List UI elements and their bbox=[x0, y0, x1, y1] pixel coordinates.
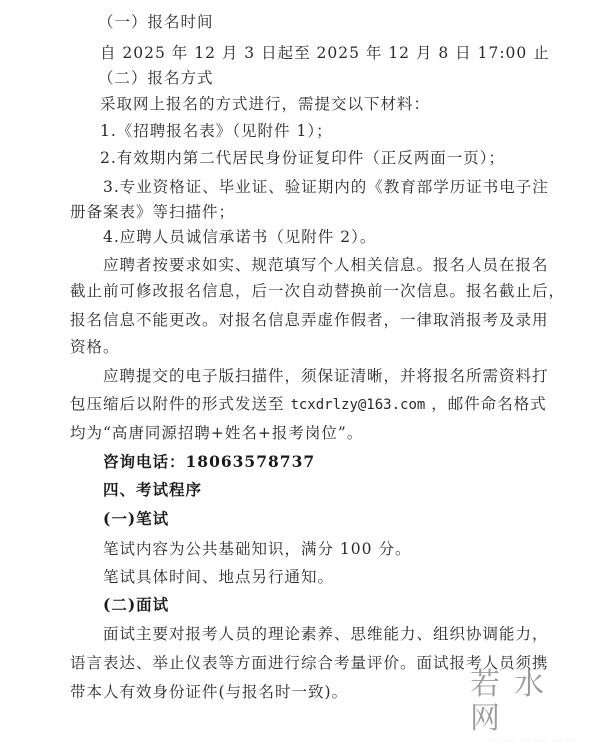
applicant-info-paragraph-l4: 资格。 bbox=[70, 338, 120, 356]
section-exam-procedure-heading: 四、考试程序 bbox=[103, 480, 203, 499]
submission-text-after: ，邮件命名格式 bbox=[425, 395, 547, 413]
interview-paragraph-l3: 带本人有效身份证件(与报名时一致)。 bbox=[70, 683, 349, 701]
interview-paragraph-l2: 语言表达、举止仪表等方面进行综合考量评价。面试报考人员须携 bbox=[70, 654, 549, 672]
section-registration-method-heading: （二）报名方式 bbox=[98, 69, 214, 87]
written-exam-content: 笔试内容为公共基础知识，满分 100 分。 bbox=[103, 540, 412, 558]
email-address-link[interactable]: tcxdrlzy@163.com bbox=[290, 397, 426, 413]
submission-text-before: 包压缩后以附件的形式发送至 bbox=[70, 395, 291, 413]
interview-paragraph-l1: 面试主要对报考人员的理论素养、思维能力、组织协调能力， bbox=[103, 625, 549, 643]
applicant-info-paragraph-l2: 截止前可修改报名信息，后一次自动替换前一次信息。报名截止后， bbox=[70, 282, 566, 300]
registration-period-text: 自 2025 年 12 月 3 日起至 2025 年 12 月 8 日 17:00 止 bbox=[100, 44, 550, 62]
submission-paragraph-l1: 应聘提交的电子版扫描件，须保证清晰，并将报名所需资料打 bbox=[103, 367, 549, 385]
written-exam-schedule: 笔试具体时间、地点另行通知。 bbox=[103, 568, 335, 586]
section-registration-time-heading: （一）报名时间 bbox=[98, 13, 214, 31]
watermark-logo bbox=[470, 667, 600, 744]
registration-method-intro: 采取网上报名的方式进行，需提交以下材料： bbox=[100, 95, 431, 113]
applicant-info-paragraph-l1: 应聘者按要求如实、规范填写个人相关信息。报名人员在报名 bbox=[103, 256, 549, 274]
material-item-4: 4.应聘人员诚信承诺书（见附件 2）。 bbox=[103, 228, 377, 246]
material-item-2: 2.有效期内第二代居民身份证复印件（正反两面一页）； bbox=[100, 149, 506, 167]
applicant-info-paragraph-l3: 报名信息不能更改。对报名信息弄虚作假者，一律取消报考及录用 bbox=[70, 311, 549, 329]
material-item-1: 1.《招聘报名表》（见附件 1）； bbox=[100, 122, 333, 140]
material-item-3: 3.专业资格证、毕业证、验证期内的《教育部学历证书电子注 bbox=[103, 178, 549, 196]
consult-phone: 咨询电话：18063578737 bbox=[103, 452, 316, 471]
material-item-3-cont: 册备案表》等扫描件； bbox=[70, 203, 236, 221]
interview-heading: (二)面试 bbox=[103, 595, 170, 614]
submission-paragraph-l3: 均为“高唐同源招聘+姓名+报考岗位”。 bbox=[70, 424, 364, 442]
submission-paragraph-l2 bbox=[70, 394, 547, 415]
written-exam-heading: (一)笔试 bbox=[103, 509, 170, 528]
watermark-text: 若水网 bbox=[470, 667, 558, 736]
watermark-subtext: ········ ········ ········ bbox=[488, 738, 582, 744]
